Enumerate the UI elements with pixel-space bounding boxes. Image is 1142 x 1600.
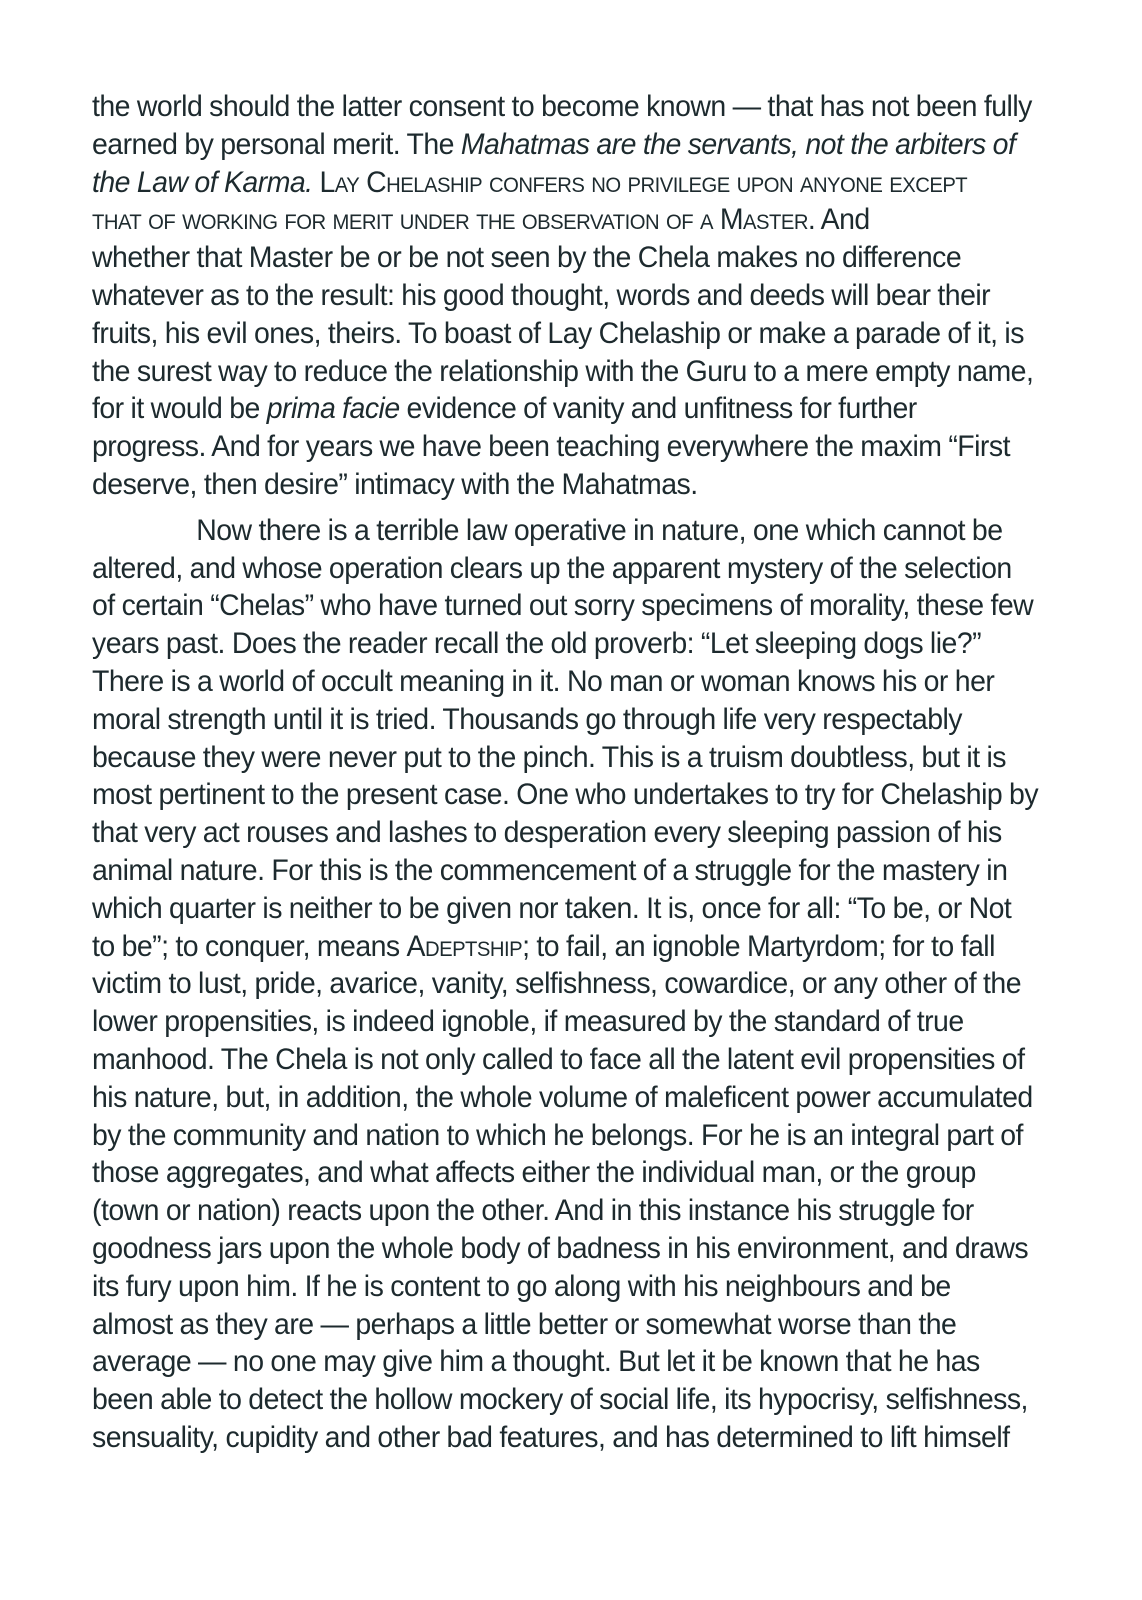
text-line: its fury upon him. If he is content to go along with his neighbours and be	[92, 1269, 951, 1303]
text-line: because they were never put to the pinch. This is a truism doubtless, but it is	[92, 740, 1006, 774]
text-line	[92, 390, 1023, 428]
text-line: whether that Master be or be not seen by the Chela makes no difference	[92, 241, 962, 275]
small-caps-text: Adeptship	[406, 929, 523, 963]
text-line: which quarter is neither to be given nor taken. It is, once for all: “To be, or Not	[92, 891, 1012, 925]
text-line: that very act rouses and lashes to desperation every sleeping passion of his	[92, 816, 1002, 850]
text-line: victim to lust, pride, avarice, vanity, selfishness, cowardice, or any other of the	[92, 967, 1022, 1001]
text-line: manhood. The Chela is not only called to face all the latent evil propensities of	[92, 1042, 1025, 1076]
text-line: There is a world of occult meaning in it. No man or woman knows his or her	[92, 664, 995, 698]
text-line: progress. And for years we have been teaching everywhere the maxim “First	[92, 430, 1010, 464]
paragraph-2	[92, 512, 1039, 1457]
text-line: average — no one may give him a thought. But let it be known that he has	[92, 1345, 980, 1379]
text-line: sensuality, cupidity and other bad features, and has determined to lift himself	[92, 1420, 1010, 1454]
text-line: most pertinent to the present case. One who undertakes to try for Chelaship by	[92, 778, 1039, 812]
text-span: earned by personal merit. The	[92, 127, 461, 161]
text-line	[92, 164, 1023, 202]
small-caps-text: that of working for merit under the observation of a Master	[92, 203, 808, 237]
text-line: the world should the latter consent to become known — that has not been fully	[92, 90, 1032, 123]
italic-text: Mahatmas are the servants, not the arbiters of	[460, 127, 1016, 161]
text-line: those aggregates, and what affects either the individual man, or the group	[92, 1156, 976, 1190]
italic-text: prima facie	[266, 392, 400, 426]
text-line: altered, and whose operation clears up the apparent mystery of the selection	[92, 551, 1012, 585]
text-span: . And	[807, 203, 870, 237]
text-line: Now there is a terrible law operative in nature, one which cannot be	[196, 513, 1003, 547]
text-span: ; to fail, an ignoble Martyrdom; for to fall	[522, 929, 995, 963]
text-line: moral strength until it is tried. Thousands go through life very respectably	[92, 702, 963, 736]
text-line	[92, 201, 1023, 239]
text-line: lower propensities, is indeed ignoble, if measured by the standard of true	[92, 1005, 964, 1039]
text-line	[92, 126, 1023, 164]
text-line: his nature, but, in addition, the whole volume of maleficent power accumulated	[92, 1080, 1033, 1114]
text-line	[92, 928, 1023, 966]
small-caps-text: Lay Chelaship confers no privilege upon anyone except	[312, 165, 968, 199]
paragraph-1	[92, 88, 1034, 504]
text-line: years past. Does the reader recall the old proverb: “Let sleeping dogs lie?”	[92, 627, 982, 661]
text-line: of certain “Chelas” who have turned out sorry specimens of morality, these few	[92, 589, 1034, 623]
text-line: been able to detect the hollow mockery of social life, its hypocrisy, selfishness,	[92, 1383, 1028, 1417]
text-line: whatever as to the result: his good thought, words and deeds will bear their	[92, 278, 991, 312]
text-line: almost as they are — perhaps a little better or somewhat worse than the	[92, 1307, 957, 1341]
text-span: evidence of vanity and unfitness for further	[399, 392, 917, 426]
text-line: by the community and nation to which he belongs. For he is an integral part of	[92, 1118, 1023, 1152]
text-span: to be”; to conquer, means	[92, 929, 407, 963]
text-line: animal nature. For this is the commencement of a struggle for the mastery in	[92, 853, 1008, 887]
text-line: fruits, his evil ones, theirs. To boast of Lay Chelaship or make a parade of it, is	[92, 316, 1024, 350]
italic-text: the Law of Karma.	[92, 165, 313, 199]
text-line: deserve, then desire” intimacy with the Mahatmas.	[92, 467, 698, 501]
text-span: for it would be	[92, 392, 267, 426]
document-page	[92, 88, 1039, 1457]
text-line: goodness jars upon the whole body of badness in his environment, and draws	[92, 1231, 1029, 1265]
paragraph-gap	[92, 504, 1023, 512]
text-line: the surest way to reduce the relationship with the Guru to a mere empty name,	[92, 354, 1034, 388]
text-line: (town or nation) reacts upon the other. And in this instance his struggle for	[92, 1194, 974, 1228]
